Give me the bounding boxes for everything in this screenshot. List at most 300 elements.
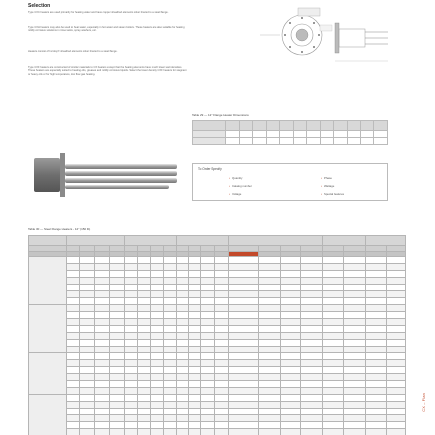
table-cell: [80, 257, 95, 264]
table-cell: [387, 263, 406, 270]
table-cell: [164, 291, 177, 298]
table-cell: [259, 346, 281, 353]
table-cell: [67, 346, 80, 353]
table-cell: [95, 291, 110, 298]
table-cell: [110, 312, 125, 319]
table-cell: [67, 422, 80, 429]
table-cell: [344, 270, 366, 277]
table-cell: [110, 415, 125, 422]
table-cell: [323, 305, 344, 312]
table-cell: [151, 332, 164, 339]
table-cell: [95, 429, 110, 435]
table-cell: [151, 353, 164, 360]
table-cell: [125, 270, 138, 277]
table-cell: [110, 325, 125, 332]
table-cell: [138, 422, 151, 429]
table-cell: [177, 332, 189, 339]
table-row: [29, 298, 406, 305]
table-cell: [301, 346, 323, 353]
table-cell: [366, 339, 387, 346]
table-cell: [229, 312, 259, 319]
table-cell: [95, 319, 110, 326]
table-cell: [95, 374, 110, 381]
table-cell: [344, 394, 366, 401]
table-cell: [229, 257, 259, 264]
table-cell: [80, 263, 95, 270]
table-cell: [281, 353, 301, 360]
table-cell: [387, 325, 406, 332]
table-cell: [138, 360, 151, 367]
table-cell: [177, 360, 189, 367]
table-cell: [344, 422, 366, 429]
table-cell: [366, 394, 387, 401]
table-cell: [366, 367, 387, 374]
table-cell: [95, 415, 110, 422]
table-cell: [110, 367, 125, 374]
table-cell: [80, 332, 95, 339]
table-cell: [281, 325, 301, 332]
table-cell: [110, 298, 125, 305]
table-row: [29, 360, 406, 367]
table-cell: [323, 270, 344, 277]
table-cell: [201, 422, 215, 429]
table-cell: [164, 353, 177, 360]
table-cell: [281, 270, 301, 277]
table-cell: [215, 291, 229, 298]
table-row: [29, 346, 406, 353]
table-cell: [229, 298, 259, 305]
table-cell: [323, 284, 344, 291]
table-cell: [201, 263, 215, 270]
table-cell: [344, 325, 366, 332]
table-cell: [215, 374, 229, 381]
table-cell: [80, 312, 95, 319]
table-cell: [189, 263, 201, 270]
table-cell: [344, 305, 366, 312]
table-row: [29, 415, 406, 422]
table-cell: [201, 332, 215, 339]
table-cell: [229, 332, 259, 339]
table-cell: [125, 325, 138, 332]
table-cell: [177, 263, 189, 270]
table-cell: [229, 263, 259, 270]
table-cell: [164, 257, 177, 264]
table-cell: [344, 312, 366, 319]
table-cell: [229, 415, 259, 422]
section-heading: Selection: [28, 3, 51, 9]
table-cell: [366, 381, 387, 388]
table-cell: [67, 360, 80, 367]
table-cell: [67, 319, 80, 326]
table-cell: [366, 422, 387, 429]
table-cell: [215, 408, 229, 415]
table-cell: [110, 381, 125, 388]
table-row: [29, 422, 406, 429]
side-tab: CX – Flan: [422, 393, 426, 412]
table-cell: [164, 374, 177, 381]
table-cell: [215, 319, 229, 326]
table-cell: [189, 381, 201, 388]
table-cell: [125, 394, 138, 401]
table-row: [29, 401, 406, 408]
table-cell: [80, 298, 95, 305]
table-cell: [387, 422, 406, 429]
table-cell: [387, 408, 406, 415]
table-cell: [301, 270, 323, 277]
table-cell: [189, 332, 201, 339]
table-cell: [67, 298, 80, 305]
table-cell: [201, 346, 215, 353]
table-cell: [80, 346, 95, 353]
table-cell: [95, 339, 110, 346]
table-cell: [259, 319, 281, 326]
table-cell: [151, 374, 164, 381]
table-cell: [301, 415, 323, 422]
table-cell: [189, 408, 201, 415]
table-cell: [164, 415, 177, 422]
table-cell: [387, 339, 406, 346]
table-cell: [110, 332, 125, 339]
table-cell: [229, 367, 259, 374]
table-cell: [201, 277, 215, 284]
table-row: [29, 325, 406, 332]
table-cell: [215, 277, 229, 284]
table-cell: [189, 270, 201, 277]
table-29-dimensions: [192, 120, 388, 145]
table-cell: [387, 305, 406, 312]
table-cell: [189, 257, 201, 264]
table-cell: [125, 353, 138, 360]
table-cell: [201, 339, 215, 346]
table-cell: [95, 257, 110, 264]
table-cell: [67, 408, 80, 415]
table-cell: [323, 291, 344, 298]
table-cell: [387, 270, 406, 277]
table-cell: [151, 408, 164, 415]
table-cell: [138, 429, 151, 435]
table-cell: [151, 325, 164, 332]
table-cell: [95, 394, 110, 401]
table-cell: [229, 353, 259, 360]
table-cell: [151, 401, 164, 408]
table-cell: [259, 374, 281, 381]
table-cell: [125, 284, 138, 291]
order-item-catalog: • Catalog number: [229, 184, 252, 188]
table-cell: [323, 312, 344, 319]
table-cell: [229, 422, 259, 429]
table-cell: [259, 325, 281, 332]
table-cell: [201, 360, 215, 367]
table-cell: [387, 367, 406, 374]
table-cell: [164, 332, 177, 339]
table-cell: [229, 270, 259, 277]
table-cell: [281, 429, 301, 435]
table-cell: [125, 415, 138, 422]
table-cell: [110, 422, 125, 429]
table-cell: [344, 408, 366, 415]
table-cell: [177, 257, 189, 264]
table-cell: [95, 422, 110, 429]
table-cell: [301, 284, 323, 291]
table-cell: [259, 408, 281, 415]
table-cell: [80, 360, 95, 367]
table-cell: [80, 429, 95, 435]
table-cell: [215, 394, 229, 401]
table-cell: [344, 284, 366, 291]
table-cell: [229, 401, 259, 408]
table-cell: [344, 353, 366, 360]
table-row: [29, 339, 406, 346]
table-cell: [67, 257, 80, 264]
table-cell: [301, 367, 323, 374]
table-cell: [281, 277, 301, 284]
flange-diagram: [250, 3, 390, 93]
table-cell: [80, 415, 95, 422]
table-cell: [164, 284, 177, 291]
table-cell: [344, 339, 366, 346]
table-cell: [281, 284, 301, 291]
table-cell: [177, 353, 189, 360]
table-cell: [366, 401, 387, 408]
order-title: To Order Specify: [198, 167, 222, 171]
table-cell: [301, 429, 323, 435]
table-cell: [125, 263, 138, 270]
table-cell: [301, 291, 323, 298]
table-cell: [151, 387, 164, 394]
table-cell: [125, 381, 138, 388]
table-cell: [301, 339, 323, 346]
table-cell: [177, 381, 189, 388]
table-cell: [138, 277, 151, 284]
table-cell: [125, 332, 138, 339]
table-cell: [387, 277, 406, 284]
table-cell: [387, 401, 406, 408]
table-cell: [344, 381, 366, 388]
table-cell: [177, 367, 189, 374]
table-cell: [125, 374, 138, 381]
table-cell: [177, 291, 189, 298]
table-cell: [201, 401, 215, 408]
table-cell: [80, 270, 95, 277]
table-cell: [323, 381, 344, 388]
table-cell: [164, 305, 177, 312]
table-cell: [164, 387, 177, 394]
table-cell: [215, 367, 229, 374]
table-cell: [125, 346, 138, 353]
table-cell: [95, 263, 110, 270]
table-cell: [177, 408, 189, 415]
table-cell: [215, 429, 229, 435]
paragraph-cxc: Type CXC heaters are used primarily for heating water and have copper sheathed elements silver brazed to a steel flange.: [28, 11, 169, 14]
table-cell: [110, 353, 125, 360]
table-cell: [366, 325, 387, 332]
table-cell: [125, 429, 138, 435]
table-cell: [201, 291, 215, 298]
table-cell: [177, 284, 189, 291]
table-cell: [164, 298, 177, 305]
table-cell: [189, 353, 201, 360]
table-cell: [125, 387, 138, 394]
table-cell: [323, 353, 344, 360]
table-cell: [164, 325, 177, 332]
table-cell: [110, 277, 125, 284]
table-cell: [177, 339, 189, 346]
table-cell: [344, 257, 366, 264]
table-cell: [110, 387, 125, 394]
table-cell: [366, 360, 387, 367]
table-cell: [259, 284, 281, 291]
table-row: [29, 291, 406, 298]
table-cell: [301, 263, 323, 270]
table-cell: [151, 277, 164, 284]
table-cell: [301, 387, 323, 394]
table-cell: [138, 312, 151, 319]
table-cell: [80, 284, 95, 291]
table-cell: [387, 374, 406, 381]
table-30-flange-heaters: [28, 235, 406, 435]
table-cell: [301, 353, 323, 360]
table-cell: [138, 381, 151, 388]
table-cell: [201, 381, 215, 388]
table-cell: [189, 305, 201, 312]
table-cell: [80, 339, 95, 346]
table-cell: [177, 387, 189, 394]
table-cell: [259, 257, 281, 264]
table-cell: [366, 305, 387, 312]
table-cell: [229, 374, 259, 381]
table-cell: [80, 291, 95, 298]
table-cell: [189, 319, 201, 326]
table-cell: [189, 339, 201, 346]
table-cell: [189, 415, 201, 422]
table-cell: [201, 298, 215, 305]
table-cell: [215, 346, 229, 353]
table-cell: [67, 325, 80, 332]
table-row: [29, 381, 406, 388]
table-cell: [138, 291, 151, 298]
table-cell: [151, 257, 164, 264]
table-cell: [138, 257, 151, 264]
table-cell: [323, 408, 344, 415]
table-cell: [67, 367, 80, 374]
table-cell: [301, 394, 323, 401]
table-cell: [259, 387, 281, 394]
table-cell: [110, 319, 125, 326]
table-cell: [110, 374, 125, 381]
table-cell: [215, 401, 229, 408]
table-cell: [281, 332, 301, 339]
table-row: [29, 374, 406, 381]
table-cell: [189, 291, 201, 298]
table-cell: [125, 367, 138, 374]
table-cell: [301, 277, 323, 284]
table-cell: [189, 387, 201, 394]
table-cell: [125, 360, 138, 367]
table-cell: [138, 270, 151, 277]
table-cell: [164, 394, 177, 401]
table-cell: [229, 319, 259, 326]
table-cell: [259, 305, 281, 312]
table-cell: [259, 429, 281, 435]
table-cell: [215, 263, 229, 270]
table-cell: [323, 422, 344, 429]
table-cell: [164, 319, 177, 326]
table-cell: [366, 353, 387, 360]
table-cell: [259, 367, 281, 374]
table-cell: [177, 429, 189, 435]
table-cell: [151, 284, 164, 291]
table-cell: [229, 325, 259, 332]
table-cell: [67, 284, 80, 291]
table-cell: [387, 257, 406, 264]
table-cell: [215, 381, 229, 388]
table-cell: [110, 291, 125, 298]
table-cell: [67, 387, 80, 394]
table-cell: [215, 387, 229, 394]
table-cell: [281, 257, 301, 264]
table-cell: [281, 346, 301, 353]
table-cell: [323, 429, 344, 435]
table-cell: [344, 319, 366, 326]
table-cell: [387, 312, 406, 319]
table-cell: [80, 408, 95, 415]
table-cell: [366, 291, 387, 298]
table-cell: [229, 429, 259, 435]
table-cell: [323, 332, 344, 339]
table-cell: [259, 291, 281, 298]
table-cell: [80, 319, 95, 326]
table-cell: [177, 312, 189, 319]
table-cell: [387, 298, 406, 305]
table-cell: [125, 401, 138, 408]
table-cell: [366, 387, 387, 394]
table-cell: [229, 360, 259, 367]
table-cell: [215, 339, 229, 346]
table-cell: [125, 305, 138, 312]
table-cell: [177, 325, 189, 332]
table-cell: [323, 374, 344, 381]
table-cell: [189, 346, 201, 353]
table-cell: [201, 394, 215, 401]
table-cell: [110, 257, 125, 264]
table-cell: [281, 360, 301, 367]
table-cell: [215, 353, 229, 360]
table-cell: [323, 263, 344, 270]
table-cell: [110, 429, 125, 435]
table-cell: [177, 422, 189, 429]
table-cell: [259, 312, 281, 319]
table-cell: [95, 387, 110, 394]
table-cell: [323, 346, 344, 353]
row-group-label: [29, 353, 67, 394]
table-cell: [67, 339, 80, 346]
table-cell: [215, 284, 229, 291]
table-cell: [387, 394, 406, 401]
paragraph-cxf: Type CXF heaters are constructed of similar materials to CX heaters except that the heating elements have much lower watt densities. These heaters are especially suited to heating oils, greases and mildly corrosive liquids. Select the lower density CXF heaters for stagnant or heavy oils or for high temperature, low flow gas heating.: [28, 66, 187, 76]
table-cell: [387, 332, 406, 339]
table-row: [29, 263, 406, 270]
table-cell: [177, 394, 189, 401]
table-cell: [259, 394, 281, 401]
table-cell: [281, 298, 301, 305]
table-cell: [201, 367, 215, 374]
table-cell: [259, 415, 281, 422]
table-cell: [67, 263, 80, 270]
table-cell: [164, 339, 177, 346]
table-cell: [201, 353, 215, 360]
table-cell: [323, 367, 344, 374]
order-item-special: • Special features: [321, 192, 345, 196]
